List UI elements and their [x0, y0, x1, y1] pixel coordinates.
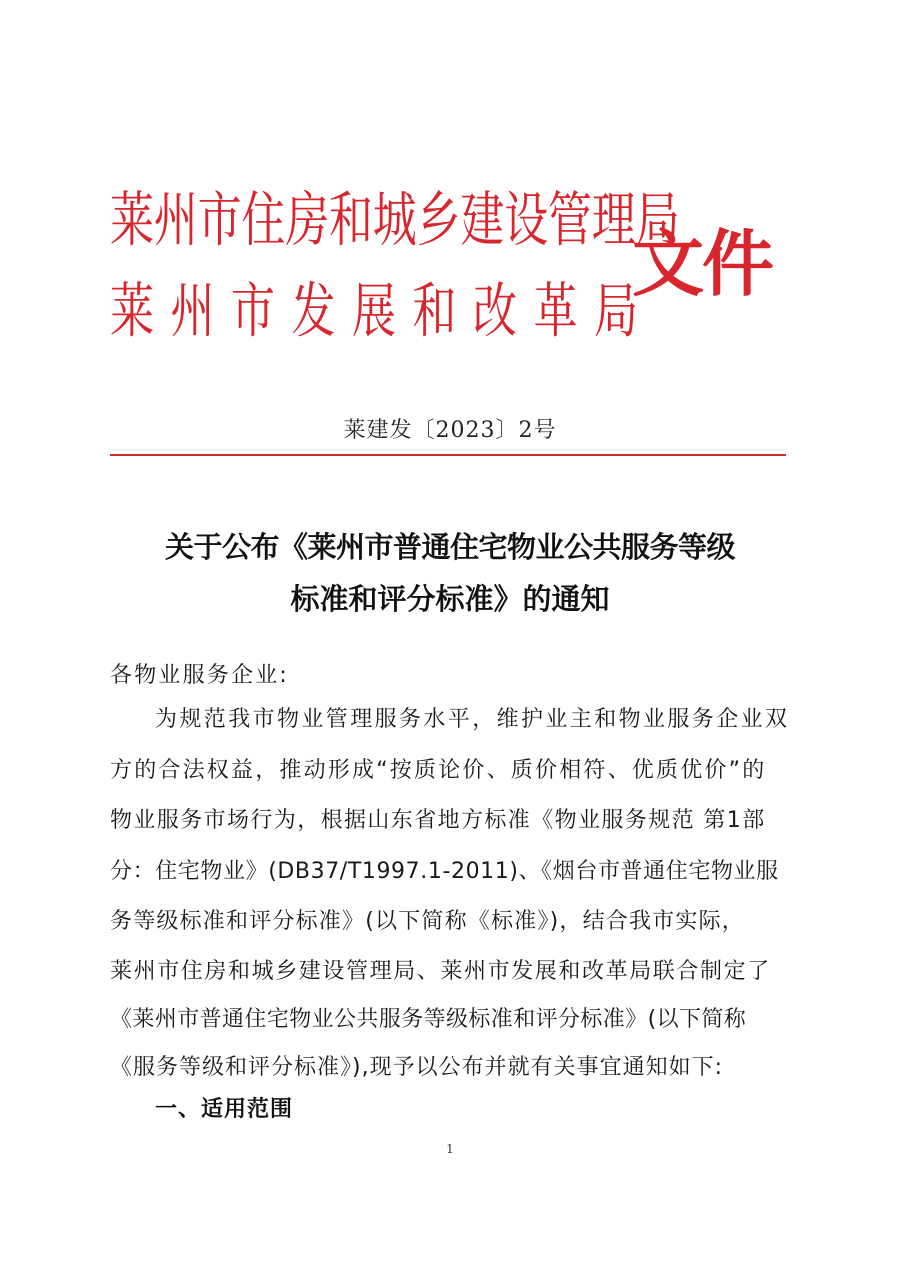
body-text-line: 物业服务市场行为，根据山东省地方标准《物业服务规范 第1部 — [110, 808, 766, 833]
document-number: 莱建发〔2023〕2号 — [343, 418, 557, 443]
body-text-line: 《莱州市普通住宅物业公共服务等级标准和评分标准》(以下简称 — [110, 1007, 747, 1032]
body-text-line: 《服务等级和评分标准》),现予以公布并就有关事宜通知如下: — [110, 1055, 723, 1080]
document-title-line-1: 关于公布《莱州市普通住宅物业公共服务等级 — [164, 530, 735, 564]
document-title-line-2: 标准和评分标准》的通知 — [290, 582, 610, 616]
document-type-label: 文件 — [632, 221, 773, 306]
body-text-line: 方的合法权益，推动形成“按质论价、质价相符、优质优价”的 — [110, 758, 767, 783]
body-text-line: 分：住宅物业》(DB37/T1997.1-2011)、《烟台市普通住宅物业服 — [110, 859, 779, 884]
section-heading-scope: 一、适用范围 — [155, 1097, 294, 1122]
body-text-line: 为规范我市物业管理服务水平，维护业主和物业服务企业双 — [155, 707, 790, 732]
issuer-name-development-bureau: 莱州市发展和改革局 — [110, 277, 655, 347]
body-text-line: 务等级标准和评分标准》(以下简称《标准》)，结合我市实际， — [110, 909, 745, 934]
salutation: 各物业服务企业: — [110, 663, 290, 688]
issuer-name-housing-bureau: 莱州市住房和城乡建设管理局 — [110, 186, 680, 256]
red-header-divider — [110, 454, 786, 456]
body-text-line: 莱州市住房和城乡建设管理局、莱州市发展和改革局联合制定了 — [110, 959, 771, 984]
page-number: 1 — [446, 1142, 454, 1156]
